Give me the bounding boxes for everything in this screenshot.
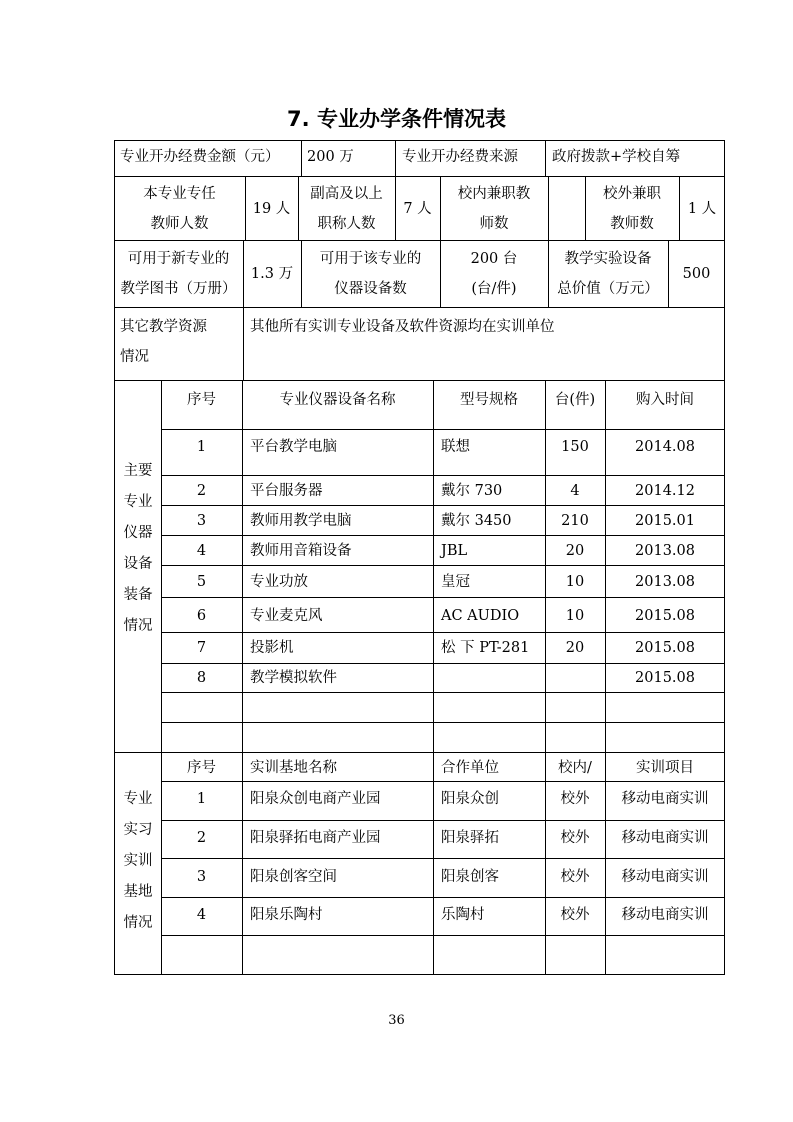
equipment-cell-date: 2014.12 <box>635 483 695 499</box>
equipment-header-date: 购入时间 <box>636 392 694 408</box>
outschool-parttime-label-line2: 教师数 <box>610 216 654 232</box>
other-resources-label-line2: 情况 <box>120 349 149 365</box>
equipment-cell-qty: 20 <box>565 640 585 656</box>
bases-cell-location: 校外 <box>560 830 590 846</box>
equipment-cell-date: 2014.08 <box>635 439 695 455</box>
page-number: 36 <box>388 1013 405 1028</box>
bases-cell-project: 移动电商实训 <box>621 907 709 923</box>
page-title: 7. 专业办学条件情况表 <box>287 107 506 131</box>
instruments-label-line2: 仪器设备数 <box>334 281 407 297</box>
bases-section-label: 专业 实习 实训 基地 情况 <box>123 791 153 931</box>
bases-header-project: 实训项目 <box>636 760 694 776</box>
equipment-value-label-line2: 总价值（万元） <box>557 281 659 297</box>
equipment-cell-no: 6 <box>196 608 207 624</box>
equipment-cell-no: 3 <box>196 513 207 529</box>
bases-cell-no: 4 <box>196 907 207 923</box>
fulltime-teachers-value: 19 人 <box>252 201 291 217</box>
equipment-cell-date: 2015.01 <box>635 513 695 529</box>
outschool-parttime-value: 1 人 <box>687 201 717 217</box>
equipment-cell-model: 联想 <box>441 439 470 455</box>
inschool-parttime-label-line2: 师数 <box>479 216 509 232</box>
bases-cell-partner: 阳泉众创 <box>441 791 499 807</box>
funding-source-label: 专业开办经费来源 <box>402 149 518 165</box>
bases-cell-name: 阳泉创客空间 <box>250 869 337 885</box>
equipment-cell-date: 2013.08 <box>635 574 695 590</box>
bases-cell-no: 1 <box>196 791 207 807</box>
equipment-header-name: 专业仪器设备名称 <box>279 392 396 408</box>
fulltime-teachers-label-line1: 本专业专任 <box>143 186 216 202</box>
equipment-cell-date: 2013.08 <box>635 543 695 559</box>
equipment-cell-date: 2015.08 <box>635 640 695 656</box>
funding-source-value: 政府拨款+学校自筹 <box>552 149 681 165</box>
books-label-line1: 可用于新专业的 <box>127 251 230 267</box>
other-resources-value: 其他所有实训专业设备及软件资源均在实训单位 <box>250 319 555 335</box>
instruments-value-line2: (台/件) <box>471 281 517 297</box>
bases-cell-location: 校外 <box>560 869 590 885</box>
equipment-cell-model: JBL <box>441 543 468 559</box>
equipment-cell-name: 教师用教学电脑 <box>250 513 352 529</box>
equipment-cell-name: 专业麦克风 <box>250 608 323 624</box>
bases-cell-name: 阳泉众创电商产业园 <box>250 791 381 807</box>
equipment-cell-qty: 10 <box>565 608 585 624</box>
equipment-cell-date: 2015.08 <box>635 670 695 686</box>
other-resources-label-line1: 其它教学资源 <box>120 319 207 335</box>
senior-title-label-line2: 职称人数 <box>317 216 376 232</box>
bases-cell-location: 校外 <box>560 791 590 807</box>
equipment-cell-qty: 20 <box>565 543 585 559</box>
inschool-parttime-label-line1: 校内兼职教 <box>457 186 531 202</box>
equipment-cell-name: 平台服务器 <box>250 483 323 499</box>
equipment-cell-qty: 150 <box>561 439 589 455</box>
equipment-value-label-line1: 教学实验设备 <box>564 251 652 267</box>
bases-cell-partner: 阳泉创客 <box>441 869 499 885</box>
equipment-cell-no: 8 <box>196 670 207 686</box>
bases-cell-location: 校外 <box>560 907 590 923</box>
equipment-cell-name: 投影机 <box>250 640 294 656</box>
equipment-header-model: 型号规格 <box>460 392 518 408</box>
equipment-cell-no: 4 <box>196 543 207 559</box>
equipment-cell-no: 7 <box>196 640 207 656</box>
senior-title-value: 7 人 <box>403 201 432 217</box>
equipment-cell-model: AC AUDIO <box>441 608 520 624</box>
equipment-cell-name: 教学模拟软件 <box>250 670 337 686</box>
bases-header-location: 校内/ <box>558 760 592 776</box>
instruments-label-line1: 可用于该专业的 <box>319 251 422 267</box>
instruments-value-line1: 200 台 <box>470 251 518 267</box>
bases-cell-no: 3 <box>196 869 207 885</box>
equipment-cell-name: 专业功放 <box>250 574 308 590</box>
equipment-cell-no: 2 <box>196 483 207 499</box>
senior-title-label-line1: 副高及以上 <box>310 186 383 202</box>
bases-header-partner: 合作单位 <box>441 760 499 776</box>
equipment-header-qty: 台(件) <box>554 392 596 408</box>
equipment-value: 500 <box>682 266 711 282</box>
books-label-line2: 教学图书（万册） <box>120 281 237 297</box>
equipment-cell-name: 平台教学电脑 <box>250 439 337 455</box>
bases-header-no: 序号 <box>187 760 216 776</box>
bases-cell-name: 阳泉驿拓电商产业园 <box>250 830 381 846</box>
equipment-cell-qty: 4 <box>570 483 580 499</box>
equipment-cell-qty: 210 <box>561 513 589 529</box>
equipment-cell-model: 戴尔 730 <box>441 483 503 499</box>
equipment-cell-name: 教师用音箱设备 <box>250 543 352 559</box>
bases-cell-partner: 阳泉驿拓 <box>441 830 499 846</box>
bases-header-name: 实训基地名称 <box>250 760 337 776</box>
funding-amount-label: 专业开办经费金额（元） <box>120 149 280 165</box>
equipment-cell-date: 2015.08 <box>635 608 695 624</box>
equipment-cell-no: 1 <box>196 439 207 455</box>
bases-cell-partner: 乐陶村 <box>441 907 485 923</box>
equipment-cell-model: 戴尔 3450 <box>441 513 512 529</box>
funding-amount-value: 200 万 <box>307 149 354 165</box>
bases-cell-name: 阳泉乐陶村 <box>250 907 323 923</box>
equipment-cell-no: 5 <box>196 574 207 590</box>
equipment-cell-model: 松 下 PT-281 <box>441 640 530 656</box>
equipment-section-label: 主要 专业 仪器 设备 装备 情况 <box>123 463 153 634</box>
bases-cell-project: 移动电商实训 <box>621 791 709 807</box>
bases-cell-project: 移动电商实训 <box>621 830 709 846</box>
equipment-cell-model: 皇冠 <box>441 574 470 590</box>
fulltime-teachers-label-line2: 教师人数 <box>150 216 209 232</box>
equipment-header-no: 序号 <box>187 392 216 408</box>
equipment-cell-qty: 10 <box>565 574 585 590</box>
bases-cell-no: 2 <box>196 830 207 846</box>
books-value: 1.3 万 <box>250 266 294 282</box>
bases-cell-project: 移动电商实训 <box>621 869 709 885</box>
outschool-parttime-label-line1: 校外兼职 <box>603 186 661 202</box>
